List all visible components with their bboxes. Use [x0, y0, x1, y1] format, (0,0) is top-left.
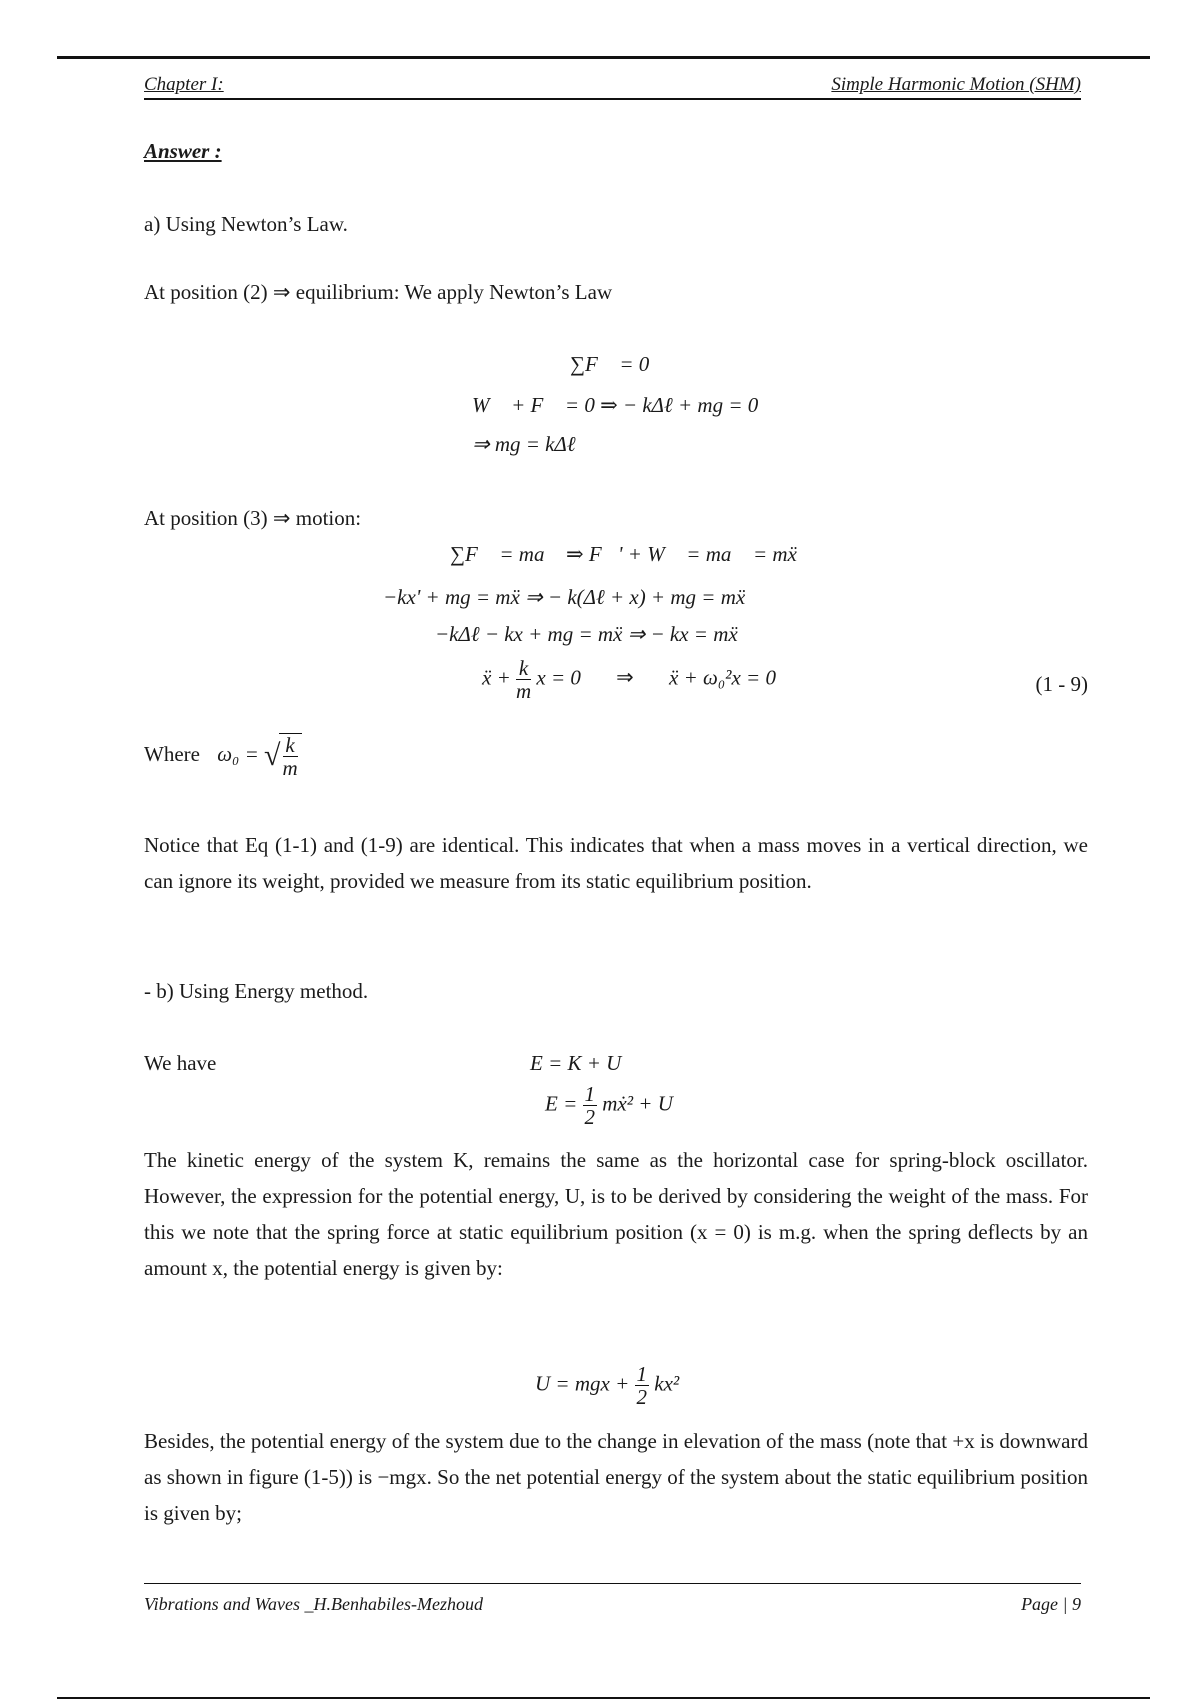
omega-lhs: ω₀ =	[217, 741, 259, 766]
denominator: m	[282, 756, 298, 780]
eq-part: ẍ + ω₀²x = 0	[669, 665, 776, 690]
energy-equation-2	[545, 1083, 673, 1128]
denominator: 2	[636, 1385, 647, 1409]
equation: W⃗ + F⃗ = 0 ⇒ − kΔℓ + mg = 0	[472, 393, 759, 417]
paragraph: Besides, the potential energy of the system due to the change in elevation of the mass (note that +x is downward as shown in figure (1-5)) is −mgx. So the net potential energy of the system about the static equilibrium position is given by;	[144, 1429, 1088, 1525]
numerator: 1	[584, 1082, 595, 1106]
numerator: k	[283, 734, 298, 757]
equation: ∑F⃗ = 0	[570, 352, 650, 376]
where-label: Where	[144, 741, 200, 766]
denominator: 2	[584, 1105, 595, 1129]
chapter-label: Chapter I:	[144, 74, 224, 95]
eq-part: U = mgx +	[535, 1371, 630, 1396]
page-footer	[144, 1583, 1081, 1615]
position-2-text: At position (2) ⇒ equilibrium: We apply Newton’s Law	[144, 280, 613, 304]
energy-equation: E = K + U	[530, 1051, 622, 1075]
fraction	[635, 1363, 650, 1408]
eq-part: E =	[545, 1091, 578, 1116]
eq-part: mẋ² + U	[602, 1091, 673, 1116]
numerator: k	[516, 657, 531, 680]
fraction	[516, 657, 531, 702]
potential-equation	[535, 1363, 679, 1408]
equation-number: (1 - 9)	[1035, 672, 1088, 696]
position-3-text: At position (3) ⇒ motion:	[144, 506, 362, 530]
equation: −kx' + mg = mẍ ⇒ − k(Δℓ + x) + mg = mẍ	[383, 585, 746, 609]
eq-part: kx²	[654, 1371, 680, 1396]
answer-heading: Answer :	[144, 139, 222, 163]
page-header	[144, 74, 1081, 100]
equation: ∑F⃗ = ma⃗ ⇒ F⃗' + W⃗ = ma⃗ = mẍ⃗	[450, 542, 814, 566]
we-have-label: We have	[144, 1051, 217, 1075]
fraction	[583, 1083, 598, 1128]
page-number: Page | 9	[1021, 1594, 1081, 1614]
paragraph: Notice that Eq (1-1) and (1-9) are identical. This indicates that when a mass moves in a vertical direction, we can ignore its weight, provided we measure from its static equilibrium position.	[144, 833, 1088, 893]
top-rule	[57, 56, 1150, 59]
equation-1-9	[482, 657, 776, 702]
chapter-title: Simple Harmonic Motion (SHM)	[831, 74, 1081, 95]
bottom-rule	[57, 1697, 1150, 1699]
eq-part: ẍ +	[482, 665, 511, 690]
numerator: 1	[636, 1362, 647, 1386]
implies-arrow: ⇒	[616, 665, 634, 690]
equation: ⇒ mg = kΔℓ	[472, 432, 576, 456]
part-b-heading: - b) Using Energy method.	[144, 979, 369, 1003]
footer-author: Vibrations and Waves _H.Benhabiles-Mezhoud	[144, 1594, 483, 1614]
sqrt-icon: √	[264, 739, 281, 772]
paragraph: The kinetic energy of the system K, remains the same as the horizontal case for spring-block oscillator. However, the expression for the potential energy, U, is to be derived by considering the weight of the mass. For this we note that the spring force at static equilibrium position (x = 0) is m.g. when the spring deflects by an amount x, the potential energy is given by:	[144, 1148, 1088, 1280]
eq-part: x = 0	[536, 665, 581, 690]
part-a-heading: a) Using Newton’s Law.	[144, 212, 348, 236]
equation: −kΔℓ − kx + mg = mẍ ⇒ − kx = mẍ	[435, 622, 738, 646]
where-line	[144, 733, 302, 779]
denominator: m	[516, 679, 532, 703]
